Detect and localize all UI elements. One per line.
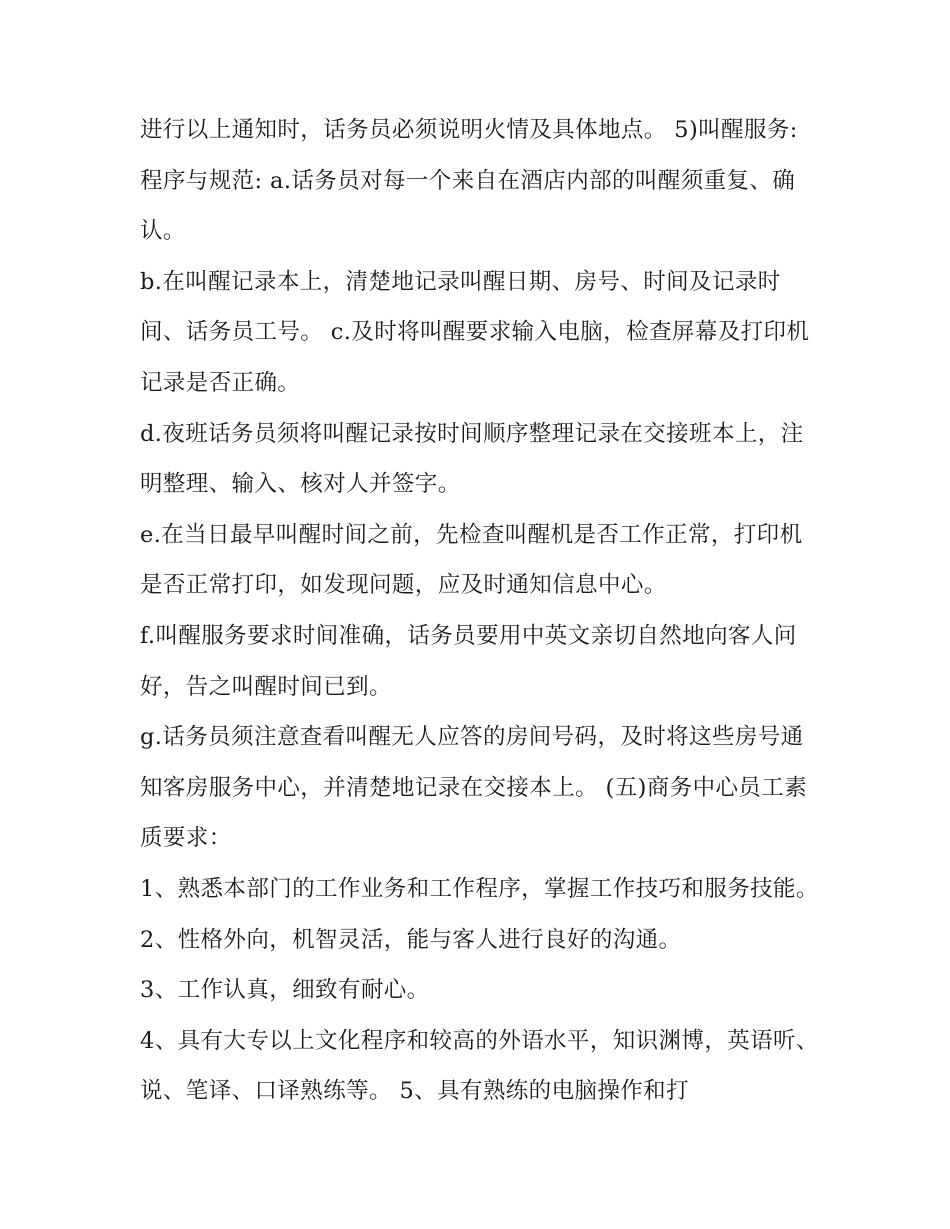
paragraph-wakeup-e: e.在当日最早叫醒时间之前，先检查叫醒机是否工作正常，打印机是否正常打印，如发现问题，应及时通知信息中心。 <box>140 521 803 599</box>
paragraph-wakeup-d: d.夜班话务员须将叫醒记录按时间顺序整理记录在交接班本上，注明整理、输入、核对人并签字。 <box>140 420 804 498</box>
document-page <box>140 105 820 1117</box>
paragraph-requirement-1-2: 1、熟悉本部门的工作业务和工作程序，掌握工作技巧和服务技能。 2、性格外向，机智灵活，能与客人进行良好的沟通。 <box>140 875 819 953</box>
paragraph-requirement-4-5: 4、具有大专以上文化程序和较高的外语水平，知识渊博，英语听、说、笔译、口译熟练等。 5、具有熟练的电脑操作和打 <box>140 1027 819 1105</box>
paragraph-requirement-3: 3、工作认真，细致有耐心。 <box>140 977 430 1004</box>
paragraph-wakeup-f: f.叫醒服务要求时间准确，话务员要用中英文亲切自然地向客人问好，告之叫醒时间已到。 <box>140 622 797 700</box>
paragraph-wakeup-b-c: b.在叫醒记录本上，清楚地记录叫醒日期、房号、时间及记录时间、话务员工号。 c.及时将叫醒要求输入电脑，检查屏幕及打印机记录是否正确。 <box>140 268 810 396</box>
paragraph-wakeup-intro: 进行以上通知时，话务员必须说明火情及具体地点。 5)叫醒服务: 程序与规范: a.话务员对每一个来自在酒店内部的叫醒须重复、确认。 <box>140 117 798 245</box>
paragraph-wakeup-g: g.话务员须注意查看叫醒无人应答的房间号码，及时将这些房号通知客房服务中心，并清楚地记录在交接本上。 (五)商务中心员工素质要求： <box>140 724 808 852</box>
